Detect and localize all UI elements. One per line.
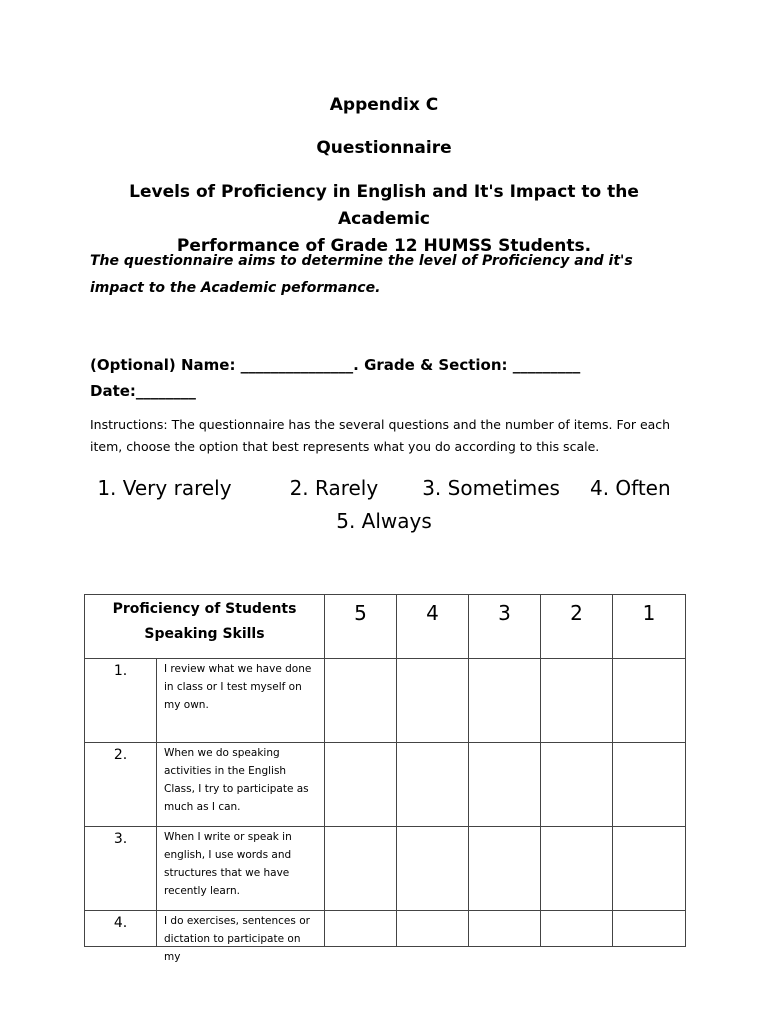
rating-cell-2[interactable] [541,911,613,947]
rating-cell-4[interactable] [397,659,469,743]
table-row [85,911,686,947]
rating-cell-2[interactable] [541,827,613,911]
rating-cell-3[interactable] [469,659,541,743]
rating-cell-4[interactable] [397,911,469,947]
rating-cell-1[interactable] [613,659,686,743]
scale-option-2: 2. Rarely [289,476,379,500]
rating-cell-1[interactable] [613,827,686,911]
table-row [85,659,686,743]
scale-option-1: 1. Very rarely [97,476,232,500]
table-row [85,743,686,827]
rating-cell-5[interactable] [325,659,397,743]
header-title-line-1: Proficiency of Students [112,601,297,617]
item-text [157,911,325,963]
title-line-2: Performance of Grade 12 HUMSS Students. [176,236,592,256]
rating-cell-1[interactable] [613,743,686,827]
aim-statement: The questionnaire aims to determine the level of Proficiency and it's impact to the Academic peformance. [90,253,633,296]
title-line-1: Levels of Proficiency in English and It's Impact to the Academic [129,182,639,229]
item-number: 1. [85,659,157,743]
speaking-skills-table [84,594,686,963]
rating-cell-3[interactable] [469,827,541,911]
column-header-1: 1 [613,595,686,659]
rating-cell-1[interactable] [613,911,686,947]
column-header-4: 4 [397,595,469,659]
column-header-2: 2 [541,595,613,659]
date-line: Date:________ [90,382,196,400]
table-header-title [85,595,325,659]
rating-scale [0,472,768,538]
respondent-fields [90,352,690,404]
questionnaire-heading: Questionnaire [316,138,452,158]
scale-option-4: 4. Often [589,476,671,500]
rating-cell-3[interactable] [469,911,541,947]
rating-cell-4[interactable] [397,827,469,911]
name-grade-line: (Optional) Name: _______________. Grade & Section: _________ [90,356,581,374]
appendix-heading: Appendix C [329,95,439,115]
rating-cell-5[interactable] [325,911,397,947]
item-number: 2. [85,743,157,827]
item-text: When we do speaking activities in the English Class, I try to participate as much as I can. [157,743,325,827]
item-text-content: I do exercises, sentences or dictation to participate on my [164,915,310,963]
item-text: I review what we have done in class or I test myself on my own. [157,659,325,743]
rating-cell-2[interactable] [541,743,613,827]
scale-option-3: 3. Sometimes [422,476,560,500]
table-row [85,827,686,911]
scale-option-5: 5. Always [336,509,432,533]
instructions-text: Instructions: The questionnaire has the several questions and the number of items. For each item, choose the option that best represents what you do according to this scale. [90,417,671,454]
rating-cell-5[interactable] [325,827,397,911]
column-header-3: 3 [469,595,541,659]
table-header-row [85,595,686,659]
column-header-5: 5 [325,595,397,659]
rating-cell-3[interactable] [469,743,541,827]
header-title-line-2: Speaking Skills [144,626,265,642]
rating-cell-5[interactable] [325,743,397,827]
item-text: When I write or speak in english, I use words and structures that we have recently learn. [157,827,325,911]
item-number: 3. [85,827,157,911]
item-number: 4. [85,911,157,947]
rating-cell-2[interactable] [541,659,613,743]
rating-cell-4[interactable] [397,743,469,827]
